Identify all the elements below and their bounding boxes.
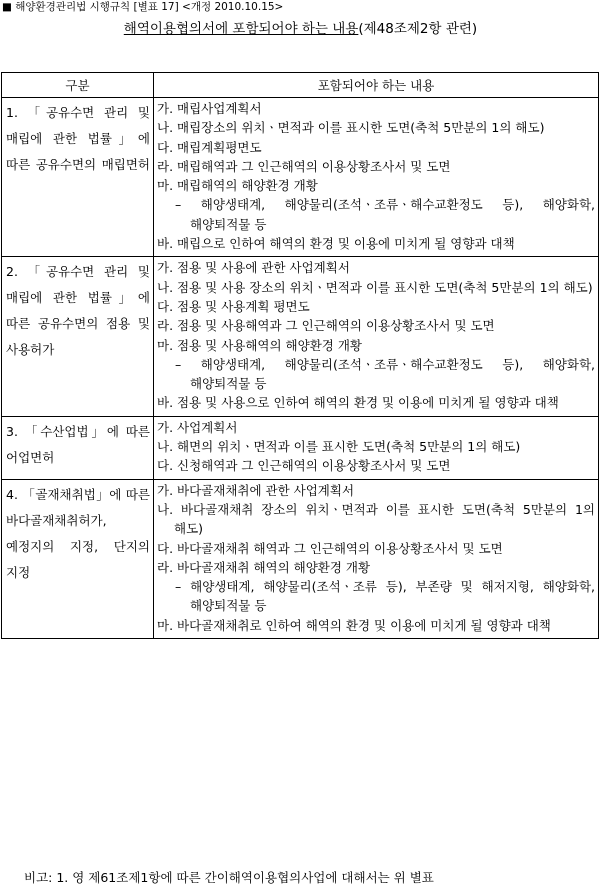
- content-item: 마. 매립해역의 해양환경 개황: [157, 178, 318, 194]
- content-subitem: – 해양생태계, 해양물리(조석ㆍ조류ㆍ해수교환정도 등), 해양화학, 해양퇴적물 등: [175, 197, 595, 232]
- content-item: 다. 신청해역과 그 인근해역의 이용상황조사서 및 도면: [157, 458, 451, 474]
- content-item: 나. 해면의 위치ㆍ면적과 이를 표시한 도면(축척 5만분의 1의 해도): [157, 439, 521, 455]
- category-text: 3. 「수산업법」에 따른 어업면허: [6, 423, 150, 465]
- content-item: 라. 점용 및 사용해역과 그 인근해역의 이용상황조사서 및 도면: [157, 318, 495, 334]
- header-contents: 포함되어야 하는 내용: [154, 73, 599, 98]
- category-cell: [2, 257, 154, 416]
- note-text: 비고: 1. 영 제61조제1항에 따른 간이해역이용협의사업에 대해서는 위 별표: [24, 870, 434, 885]
- category-text: 4. 「골재채취법」에 따른 바다골재채취허가, 예정지의 지정, 단지의 지정: [6, 486, 150, 580]
- document-title: [0, 19, 601, 39]
- header-category: 구분: [2, 73, 154, 98]
- content-item: 마. 바다골재채취로 인하여 해역의 환경 및 이용에 미치게 될 영향과 대책: [157, 617, 551, 633]
- category-cell: [2, 416, 154, 479]
- content-item: 나. 바다골재채취 장소의 위치ㆍ면적과 이를 표시한 도면(축척 5만분의 1의 해도): [157, 501, 595, 537]
- table-row: [2, 416, 599, 479]
- content-item: 다. 점용 및 사용계획 평면도: [157, 298, 310, 314]
- content-item: 마. 점용 및 사용해역의 해양환경 개황: [157, 337, 362, 353]
- content-item: 다. 매립계획평면도: [157, 139, 262, 155]
- title-reference: (제48조제2항 관련): [358, 21, 478, 37]
- table-header-row: [2, 73, 599, 98]
- category-text: 1. 「공유수면 관리 및 매립에 관한 법률」에 따른 공유수면의 매립면허: [6, 105, 150, 172]
- content-subitem: – 해양생태계, 해양물리(조석ㆍ조류ㆍ해수교환정도 등), 해양화학, 해양퇴적물 등: [175, 356, 595, 392]
- contents-cell: [154, 257, 599, 416]
- table-row: [2, 479, 599, 638]
- content-item: 가. 바다골재채취에 관한 사업계획서: [157, 482, 355, 498]
- content-item: 가. 매립사업계획서: [157, 101, 262, 116]
- table-row: [2, 257, 599, 416]
- content-item: 가. 점용 및 사용에 관한 사업계획서: [157, 260, 350, 276]
- category-text: 2. 「공유수면 관리 및 매립에 관한 법률」에 따른 공유수면의 점용 및 사용허가: [6, 264, 150, 358]
- content-item: 라. 바다골재채취 해역의 해양환경 개황: [157, 559, 371, 575]
- category-cell: [2, 479, 154, 638]
- content-table: [1, 72, 599, 639]
- content-item: 바. 매립으로 인하여 해역의 환경 및 이용에 미치게 될 영향과 대책: [157, 236, 515, 252]
- content-item: 라. 매립해역과 그 인근해역의 이용상황조사서 및 도면: [157, 158, 451, 174]
- content-item: 나. 매립장소의 위치ㆍ면적과 이를 표시한 도면(축척 5만분의 1의 해도): [157, 120, 545, 136]
- contents-cell: [154, 479, 599, 638]
- title-main: 해역이용협의서에 포함되어야 하는 내용: [123, 21, 359, 37]
- content-item: 다. 바다골재채취 해역과 그 인근해역의 이용상황조사서 및 도면: [157, 540, 503, 556]
- content-item: 나. 점용 및 사용 장소의 위치ㆍ면적과 이를 표시한 도면(축척 5만분의 1의 해도): [157, 279, 593, 295]
- document-header: ■ 해양환경관리법 시행규칙 [별표 17] <개정 2010.10.15>: [2, 1, 284, 13]
- content-item: 바. 점용 및 사용으로 인하여 해역의 환경 및 이용에 미치게 될 영향과 대책: [157, 395, 559, 411]
- content-item: 가. 사업계획서: [157, 419, 238, 435]
- table-row: [2, 98, 599, 257]
- category-cell: [2, 98, 154, 257]
- contents-cell: [154, 416, 599, 479]
- contents-cell: [154, 98, 599, 257]
- content-subitem: – 해양생태계, 해양물리(조석ㆍ조류 등), 부존량 및 해저지형, 해양화학, 해양퇴적물 등: [175, 579, 595, 614]
